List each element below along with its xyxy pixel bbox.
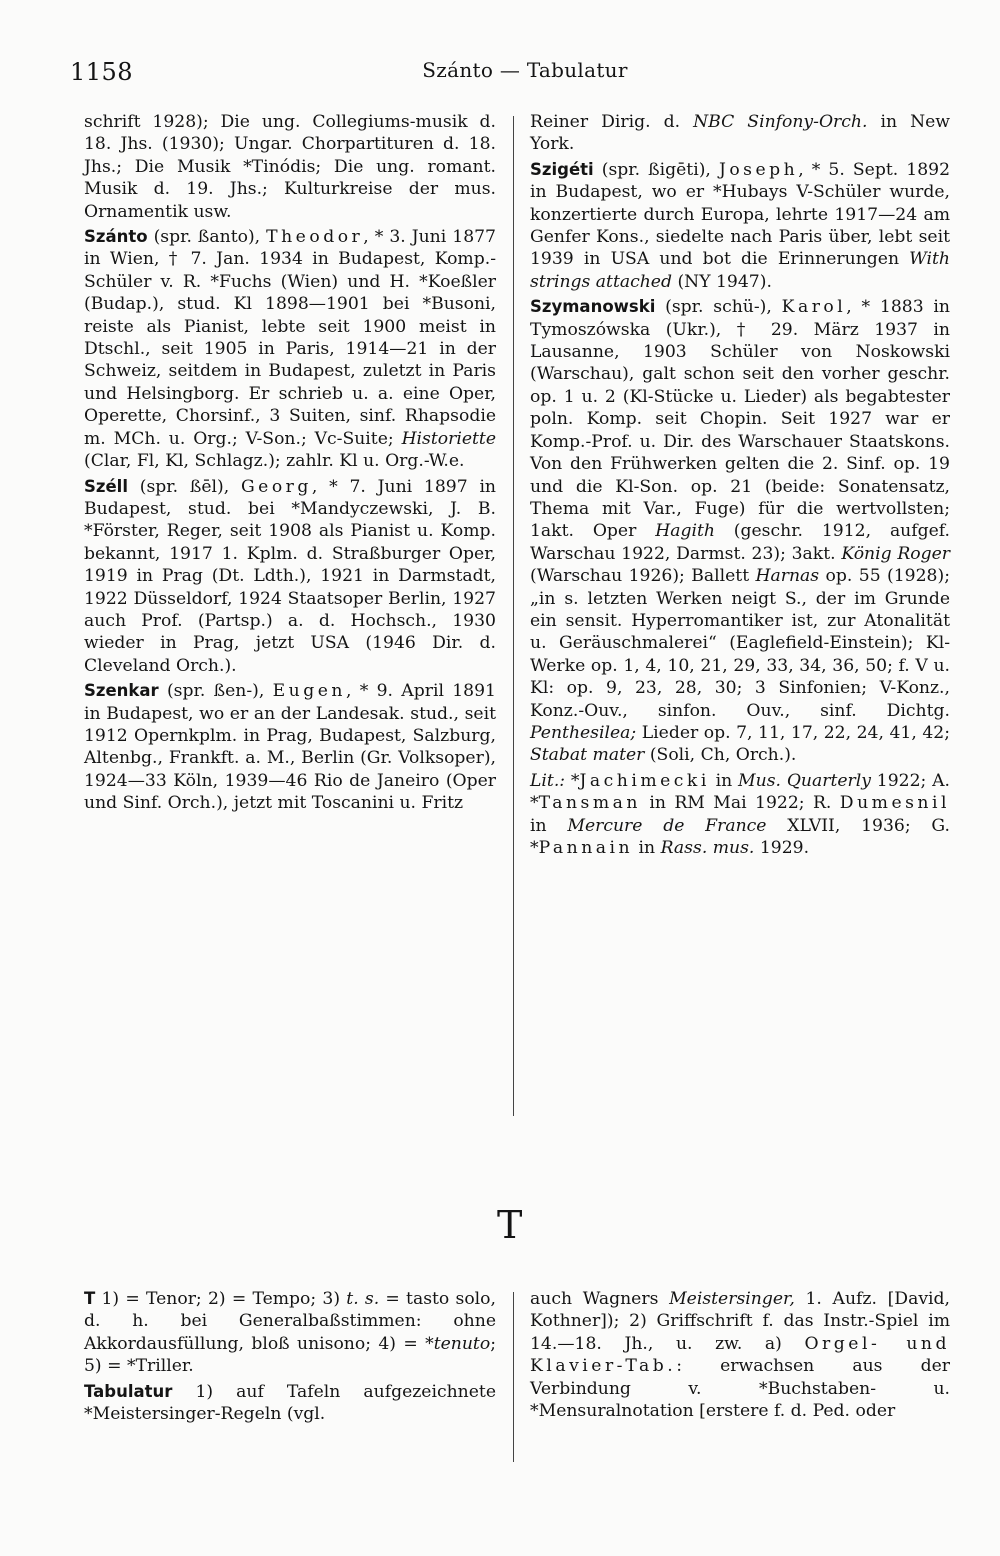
journal-title: Rass. mus. (660, 838, 755, 858)
work-title: Stabat mater (530, 745, 645, 766)
entry-text: auch Wagners (530, 1289, 670, 1309)
running-head: Szánto — Tabulatur (422, 58, 628, 82)
entry-text: in (633, 838, 661, 858)
author-name: Jachimecki (579, 770, 710, 791)
entry-text: (Warschau 1926); Ballett (530, 566, 756, 587)
entry-text: op. 55 (1928); „in s. letzten Werken neigt S., der im Grunde ein sensit. Hyperromantiker ist, zur Atonalität u. Geräuschmalerei“ (Eaglefield-Einstein); Kl-Werke op. 1, 4, 10, 21, 29, 33, 34, 36, 50; f. V u. Kl: op. 9, 23, 28, 30; 3 Sinfonien; V-Konz., Konz.-Ouv., sinfon. Ouv., sinf. Dichtg. (530, 566, 950, 721)
entry-szenkar (84, 680, 496, 814)
literature (530, 770, 950, 860)
entry-text: , * 3. Juni 1877 in Wien, † 7. Jan. 1934 in Budapest, Komp.-Schüler v. R. *Fuchs (Wien) und H. *Koeßler (Budap.), stud. Kl 1898—1901 bei *Busoni, reiste als Pianist, lebte seit 1900 meist in Dtschl., seit 1905 in Paris, 1914—21 in der Schweiz, seitdem in Budapest, zuletzt in Paris und Helsingborg. Er schrieb u. a. eine Oper, Operette, Chorsinf., 3 Suiten, sinf. Rhapsodie m. MCh. u. Org.; V-Son.; Vc-Suite; (84, 227, 496, 449)
entry-text: 1929. (754, 838, 810, 858)
entry-head: Tabulatur (84, 1381, 173, 1401)
entry-text: * (565, 770, 580, 791)
entry-name: Karol (781, 297, 847, 318)
entry-head: Szigéti (530, 159, 594, 179)
entry-szigeti (530, 159, 950, 293)
entry-text: in (709, 770, 739, 791)
entry-name: Georg (240, 476, 312, 497)
entry-t (84, 1288, 496, 1378)
entry-text: 1. Aufz. [David, Kothner]); 2) Griffschrift f. das Instr.-Spiel im 14.—18. Jh., u. zw. a) (530, 1289, 950, 1354)
entry-head: Széll (84, 476, 128, 496)
entry-text: (NY 1947). (671, 271, 772, 292)
entry-text: (spr. schü-), (655, 297, 782, 318)
journal-title: Mus. Quarterly (738, 770, 871, 791)
entry-text: in New York. (530, 112, 950, 155)
work-title: König Roger (841, 543, 950, 564)
work-title: Meistersinger, (669, 1289, 795, 1309)
page-number: 1158 (70, 58, 134, 86)
continued-entry (530, 111, 950, 156)
entry-text: 1) auf Tafeln aufgezeichnete *Meistersinger-Regeln (vgl. (84, 1381, 496, 1425)
entry-text: in RM Mai 1922; R. (640, 793, 840, 814)
continued-entry: schrift 1928); Die ung. Collegiums-musik d. 18. Jhs. (1930); Ungar. Chorpartituren d. 18. Jhs.; Die Musik *Tinódis; Die ung. romant. Musik d. 19. Jhs.; Kulturkreise der mus. Ornamentik usw. (84, 112, 496, 222)
work-title: Hagith (655, 521, 715, 542)
entry-text: (geschr. 1912, aufgef. Warschau 1922, Darmst. 23); 3akt. (530, 521, 951, 564)
left-column (84, 111, 496, 818)
entry-head: Szymanowski (530, 297, 656, 317)
entry-text: : erwachsen aus der Verbindung v. *Buchstaben- u. *Mensuralnotation [erstere f. d. Ped. oder (530, 1356, 950, 1422)
entry-text: (spr. ßanto), (147, 227, 267, 248)
entry-szell (84, 476, 496, 678)
entry-name: Theodor (266, 227, 364, 248)
entry-text: (Clar, Fl, Kl, Schlagz.); zahlr. Kl u. Org.-W.e. (84, 451, 465, 472)
right-column (530, 111, 950, 862)
author-name: Dumesnil (839, 793, 950, 814)
entry-name: Eugen (272, 681, 346, 702)
work-title: Historiette (401, 428, 496, 449)
entry-szymanowski (530, 296, 950, 767)
entry-name: Joseph (718, 159, 799, 180)
entry-tabulatur-continued (530, 1288, 950, 1422)
entry-text: (spr. ßen-), (158, 681, 273, 702)
entry-text: (spr. ßigēti), (593, 159, 719, 180)
entry-head: T (84, 1289, 96, 1308)
work-title: NBC Sinfony-Orch. (693, 112, 868, 132)
entry-text: XLVII, 1936; G. * (530, 815, 950, 858)
section-letter: T (497, 1203, 523, 1247)
work-title: With strings attached (530, 249, 950, 292)
term: tenuto (433, 1333, 491, 1354)
entry-text: Lieder op. 7, 11, 17, 22, 24, 41, 42; (636, 722, 950, 743)
spaced-term: Orgel- und Klavier-Tab. (530, 1333, 951, 1377)
work-title: Penthesilea; (530, 722, 637, 743)
term: t. s. (346, 1289, 380, 1309)
entry-head: Szánto (84, 227, 148, 247)
entry-tabulatur (84, 1381, 496, 1426)
column-divider (513, 1292, 514, 1462)
entry-szanto (84, 226, 496, 472)
column-divider (513, 116, 514, 1116)
journal-title: Mercure de France (567, 815, 767, 836)
author-name: Pannain (538, 838, 634, 858)
entry-text: ; 5) = *Triller. (84, 1333, 496, 1377)
entry-text: Reiner Dirig. d. (530, 112, 694, 132)
lit-label: Lit.: (530, 770, 566, 791)
t-left-column (84, 1288, 496, 1428)
entry-text: , * 1883 in Tymoszówska (Ukr.), † 29. März 1937 in Lausanne, 1903 Schüler von Noskowski (Warschau), galt schon seit den vorher geschr. op. 1 u. 2 (Kl-Stücke u. Lieder) als begabtester poln. Komp. seit Chopin. Seit 1927 war er Komp.-Prof. u. Dir. des Warschauer Staatskons. Von den Frühwerken gelten die 2. Sinf. op. 19 und die Kl-Son. op. 21 (beide: Sonatensatz, Thema mit Var., Fuge) für die wertvollsten; 1akt. Oper (530, 297, 950, 542)
entry-text: (spr. ßēl), (128, 476, 241, 497)
entry-text: 1922; A. * (530, 770, 950, 814)
entry-text: , * 5. Sept. 1892 in Budapest, wo er *Hubays V-Schüler wurde, konzertierte durch Europa, lehrte 1917—24 am Genfer Kons., siedelte nach Paris über, lebt seit 1939 in USA und bot die Erinnerungen (530, 159, 951, 270)
entry-text: (Soli, Ch, Orch.). (644, 745, 797, 766)
entry-text: 1) = Tenor; 2) = Tempo; 3) (95, 1289, 347, 1309)
entry-head: Szenkar (84, 681, 159, 701)
work-title: Harnas (755, 566, 820, 587)
entry-text: in (530, 815, 568, 836)
entry-text: = tasto solo, d. h. bei Generalbaßstimmen: ohne Akkordausfüllung, bloß unisono; 4) = * (84, 1289, 496, 1354)
entry-text: , * 7. Juni 1897 in Budapest, stud. bei *Mandyczewski, J. B. *Förster, Reger, seit 1908 als Pianist u. Komp. bekannt, 1917 1. Kplm. d. Straßburger Oper, 1919 in Prag (Dt. Ldth.), 1921 in Darmstadt, 1922 Düsseldorf, 1924 Staatsoper Berlin, 1927 auch Prof. (Partsp.) a. d. Hochsch., 1930 wieder in Prag, jetzt USA (1946 Dir. d. Cleveland Orch.). (84, 476, 497, 676)
entry-text: , * 9. April 1891 in Budapest, wo er an der Landesak. stud., seit 1912 Opernkplm. in Prag, Budapest, Salzburg, Altenbg., Frankft. a. M., Berlin (Gr. Volksoper), 1924—33 Köln, 1939—46 Rio de Janeiro (Oper und Sinf. Orch.), jetzt mit Toscanini u. Fritz (84, 681, 496, 814)
author-name: Tansman (538, 793, 641, 814)
t-right-column (530, 1288, 950, 1425)
